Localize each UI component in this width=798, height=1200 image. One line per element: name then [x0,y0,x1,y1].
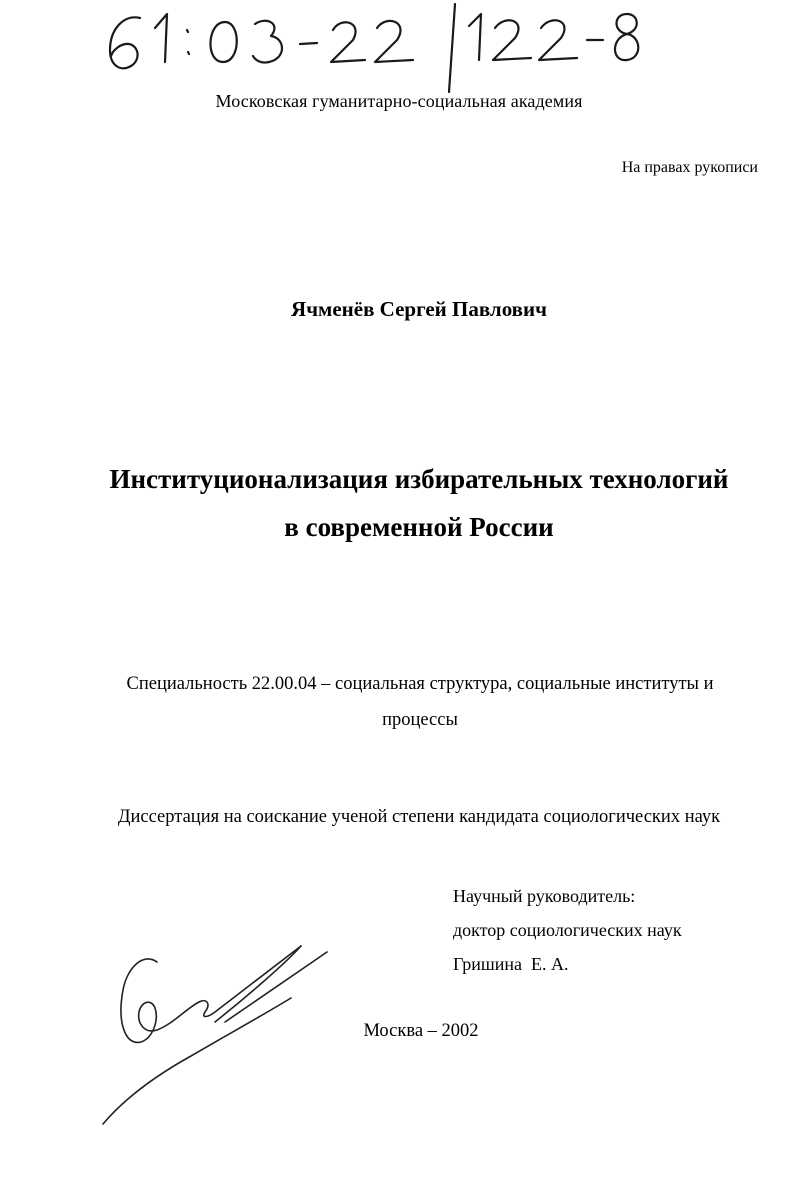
title-line-1: Институционализация избирательных технологий [109,464,729,494]
author-name: Ячменёв Сергей Павлович [291,297,547,321]
handwritten-code-icon [95,0,655,95]
academy-name: Московская гуманитарно-социальная академия [215,91,583,111]
supervisor-name: Гришина Е. А. [453,954,569,974]
dissertation-title [0,455,798,551]
specialty-line-1: Специальность 22.00.04 – социальная структура, социальные институты и [126,674,714,694]
title-line-2: в современной России [284,512,554,542]
supervisor-degree: доктор социологических наук [453,920,682,940]
dissertation-degree: Диссертация на соискание ученой степени кандидата социологических наук [117,807,721,827]
specialty-line-2: процессы [382,710,458,730]
rights-note: На правах рукописи [621,159,758,176]
city-year: Москва – 2002 [363,1021,479,1041]
supervisor-label: Научный руководитель: [453,886,636,906]
handwritten-archive-code [95,0,655,95]
specialty [0,666,798,738]
supervisor-block [453,879,682,981]
